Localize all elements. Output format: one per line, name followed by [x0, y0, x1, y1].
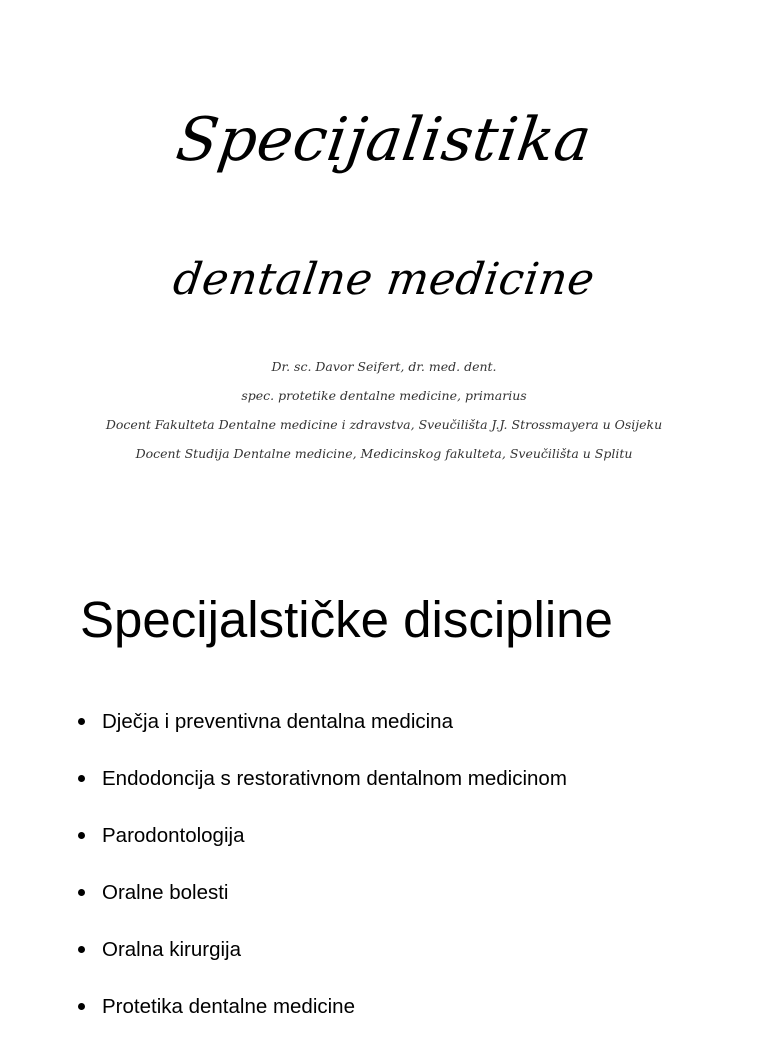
list-item	[78, 814, 758, 871]
list-item	[78, 757, 758, 814]
list-item	[78, 700, 758, 757]
slide-subtitle: dentalne medicine	[170, 254, 598, 305]
title-slide	[0, 0, 768, 520]
list-item-label: Oralne bolesti	[102, 881, 229, 904]
bullet-icon	[78, 775, 85, 782]
author-line: spec. protetike dentalne medicine, primarius	[241, 388, 527, 403]
bullet-icon	[78, 889, 85, 896]
author-line: Dr. sc. Davor Seifert, dr. med. dent.	[271, 359, 497, 374]
bullet-icon	[78, 946, 85, 953]
author-info	[0, 352, 768, 468]
list-item	[78, 985, 758, 1042]
list-item-label: Parodontologija	[102, 824, 245, 847]
section-title: Specijalstičke discipline	[80, 591, 613, 648]
list-item-label: Dječja i preventivna dentalna medicina	[102, 710, 453, 733]
author-line: Docent Fakulteta Dentalne medicine i zdravstva, Sveučilišta J.J. Strossmayera u Osijeku	[105, 417, 663, 432]
slide-title: Specijalistika	[172, 105, 596, 175]
list-item	[78, 928, 758, 985]
bullet-icon	[78, 832, 85, 839]
list-item	[78, 871, 758, 928]
list-item-label: Protetika dentalne medicine	[102, 995, 355, 1018]
list-item-label: Oralna kirurgija	[102, 938, 241, 961]
bullet-icon	[78, 1003, 85, 1010]
list-item-label: Endodoncija s restorativnom dentalnom medicinom	[102, 767, 567, 790]
discipline-list	[78, 700, 758, 1042]
author-line: Docent Studija Dentalne medicine, Medicinskog fakulteta, Sveučilišta u Splitu	[135, 446, 633, 461]
bullet-icon	[78, 718, 85, 725]
